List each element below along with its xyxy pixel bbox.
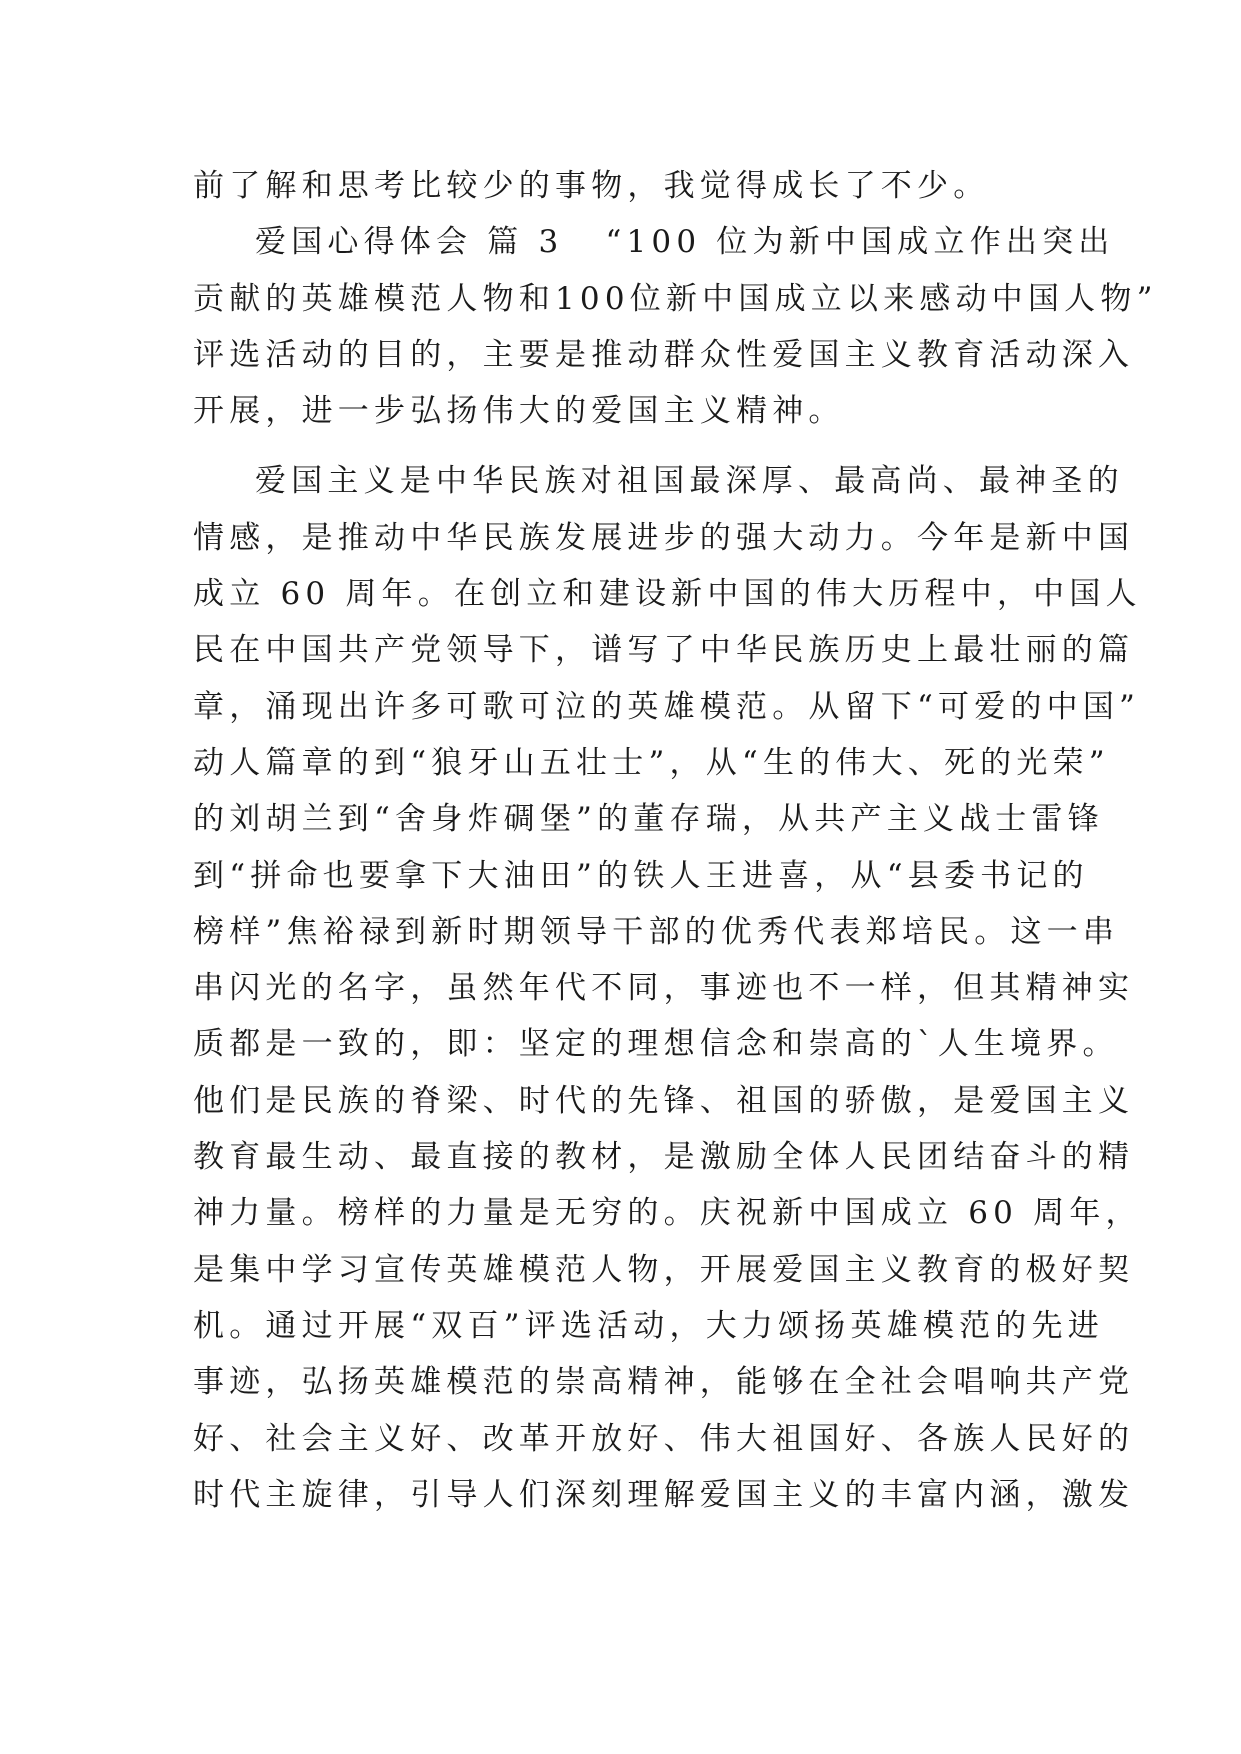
text-line: 时代主旋律，引导人们深刻理解爱国主义的丰富内涵，激发: [193, 1476, 1135, 1513]
text-line: 情感，是推动中华民族发展进步的强大动力。今年是新中国: [193, 519, 1135, 556]
body-text: [193, 158, 1158, 1523]
text-line: 章，涌现出许多可歌可泣的英雄模范。从留下“可爱的中国”: [193, 688, 1141, 725]
text-line: 好、社会主义好、改革开放好、伟大祖国好、各族人民好的: [193, 1420, 1135, 1457]
text-line: 事迹，弘扬英雄模范的崇高精神，能够在全社会唱响共产党: [193, 1364, 1135, 1401]
text-line: 教育最生动、最直接的教材，是激励全体人民团结奋斗的精: [193, 1139, 1135, 1176]
text-line: 机。通过开展“双百”评选活动，大力颂扬英雄模范的先进: [193, 1307, 1104, 1344]
text-line: 到“拼命也要拿下大油田”的铁人王进喜，从“县委书记的: [193, 857, 1089, 894]
text-line: 前了解和思考比较少的事物，我觉得成长了不少。: [193, 168, 990, 204]
text-line: 贡献的英雄模范人物和100位新中国成立以来感动中国人物”: [193, 280, 1158, 317]
text-line: 动人篇章的到“狼牙山五壮士”，从“生的伟大、死的光荣”: [193, 744, 1110, 781]
text-line: 神力量。榜样的力量是无穷的。庆祝新中国成立 60 周年，: [193, 1195, 1142, 1232]
text-line: 评选活动的目的，主要是推动群众性爱国主义教育活动深入: [193, 336, 1135, 373]
text-line: 质都是一致的，即：坚定的理想信念和崇高的`人生境界。: [193, 1026, 1119, 1063]
section-heading-line: [193, 214, 1115, 270]
text-line: 成立 60 周年。在创立和建设新中国的伟大历程中，中国人: [193, 576, 1142, 613]
text-line: 民在中国共产党领导下，谱写了中华民族历史上最壮丽的篇: [193, 632, 1135, 669]
text-line: 开展，进一步弘扬伟大的爱国主义精神。: [193, 393, 845, 430]
text-line: 榜样”焦裕禄到新时期领导干部的优秀代表郑培民。这一串: [193, 913, 1120, 950]
text-line: 他们是民族的脊梁、时代的先锋、祖国的骄傲，是爱国主义: [193, 1082, 1135, 1119]
text-line: 的刘胡兰到“舍身炸碉堡”的董存瑞，从共产主义战士雷锋: [193, 801, 1104, 838]
text-line: “100 位为新中国成立作出突出: [605, 224, 1115, 261]
text-line: 是集中学习宣传英雄模范人物，开展爱国主义教育的极好契: [193, 1251, 1135, 1288]
section-heading: 爱国心得体会 篇 3: [255, 224, 564, 261]
text-line: 串闪光的名字，虽然年代不同，事迹也不一样，但其精神实: [193, 970, 1135, 1007]
text-line: 爱国主义是中华民族对祖国最深厚、最高尚、最神圣的: [255, 463, 1124, 500]
